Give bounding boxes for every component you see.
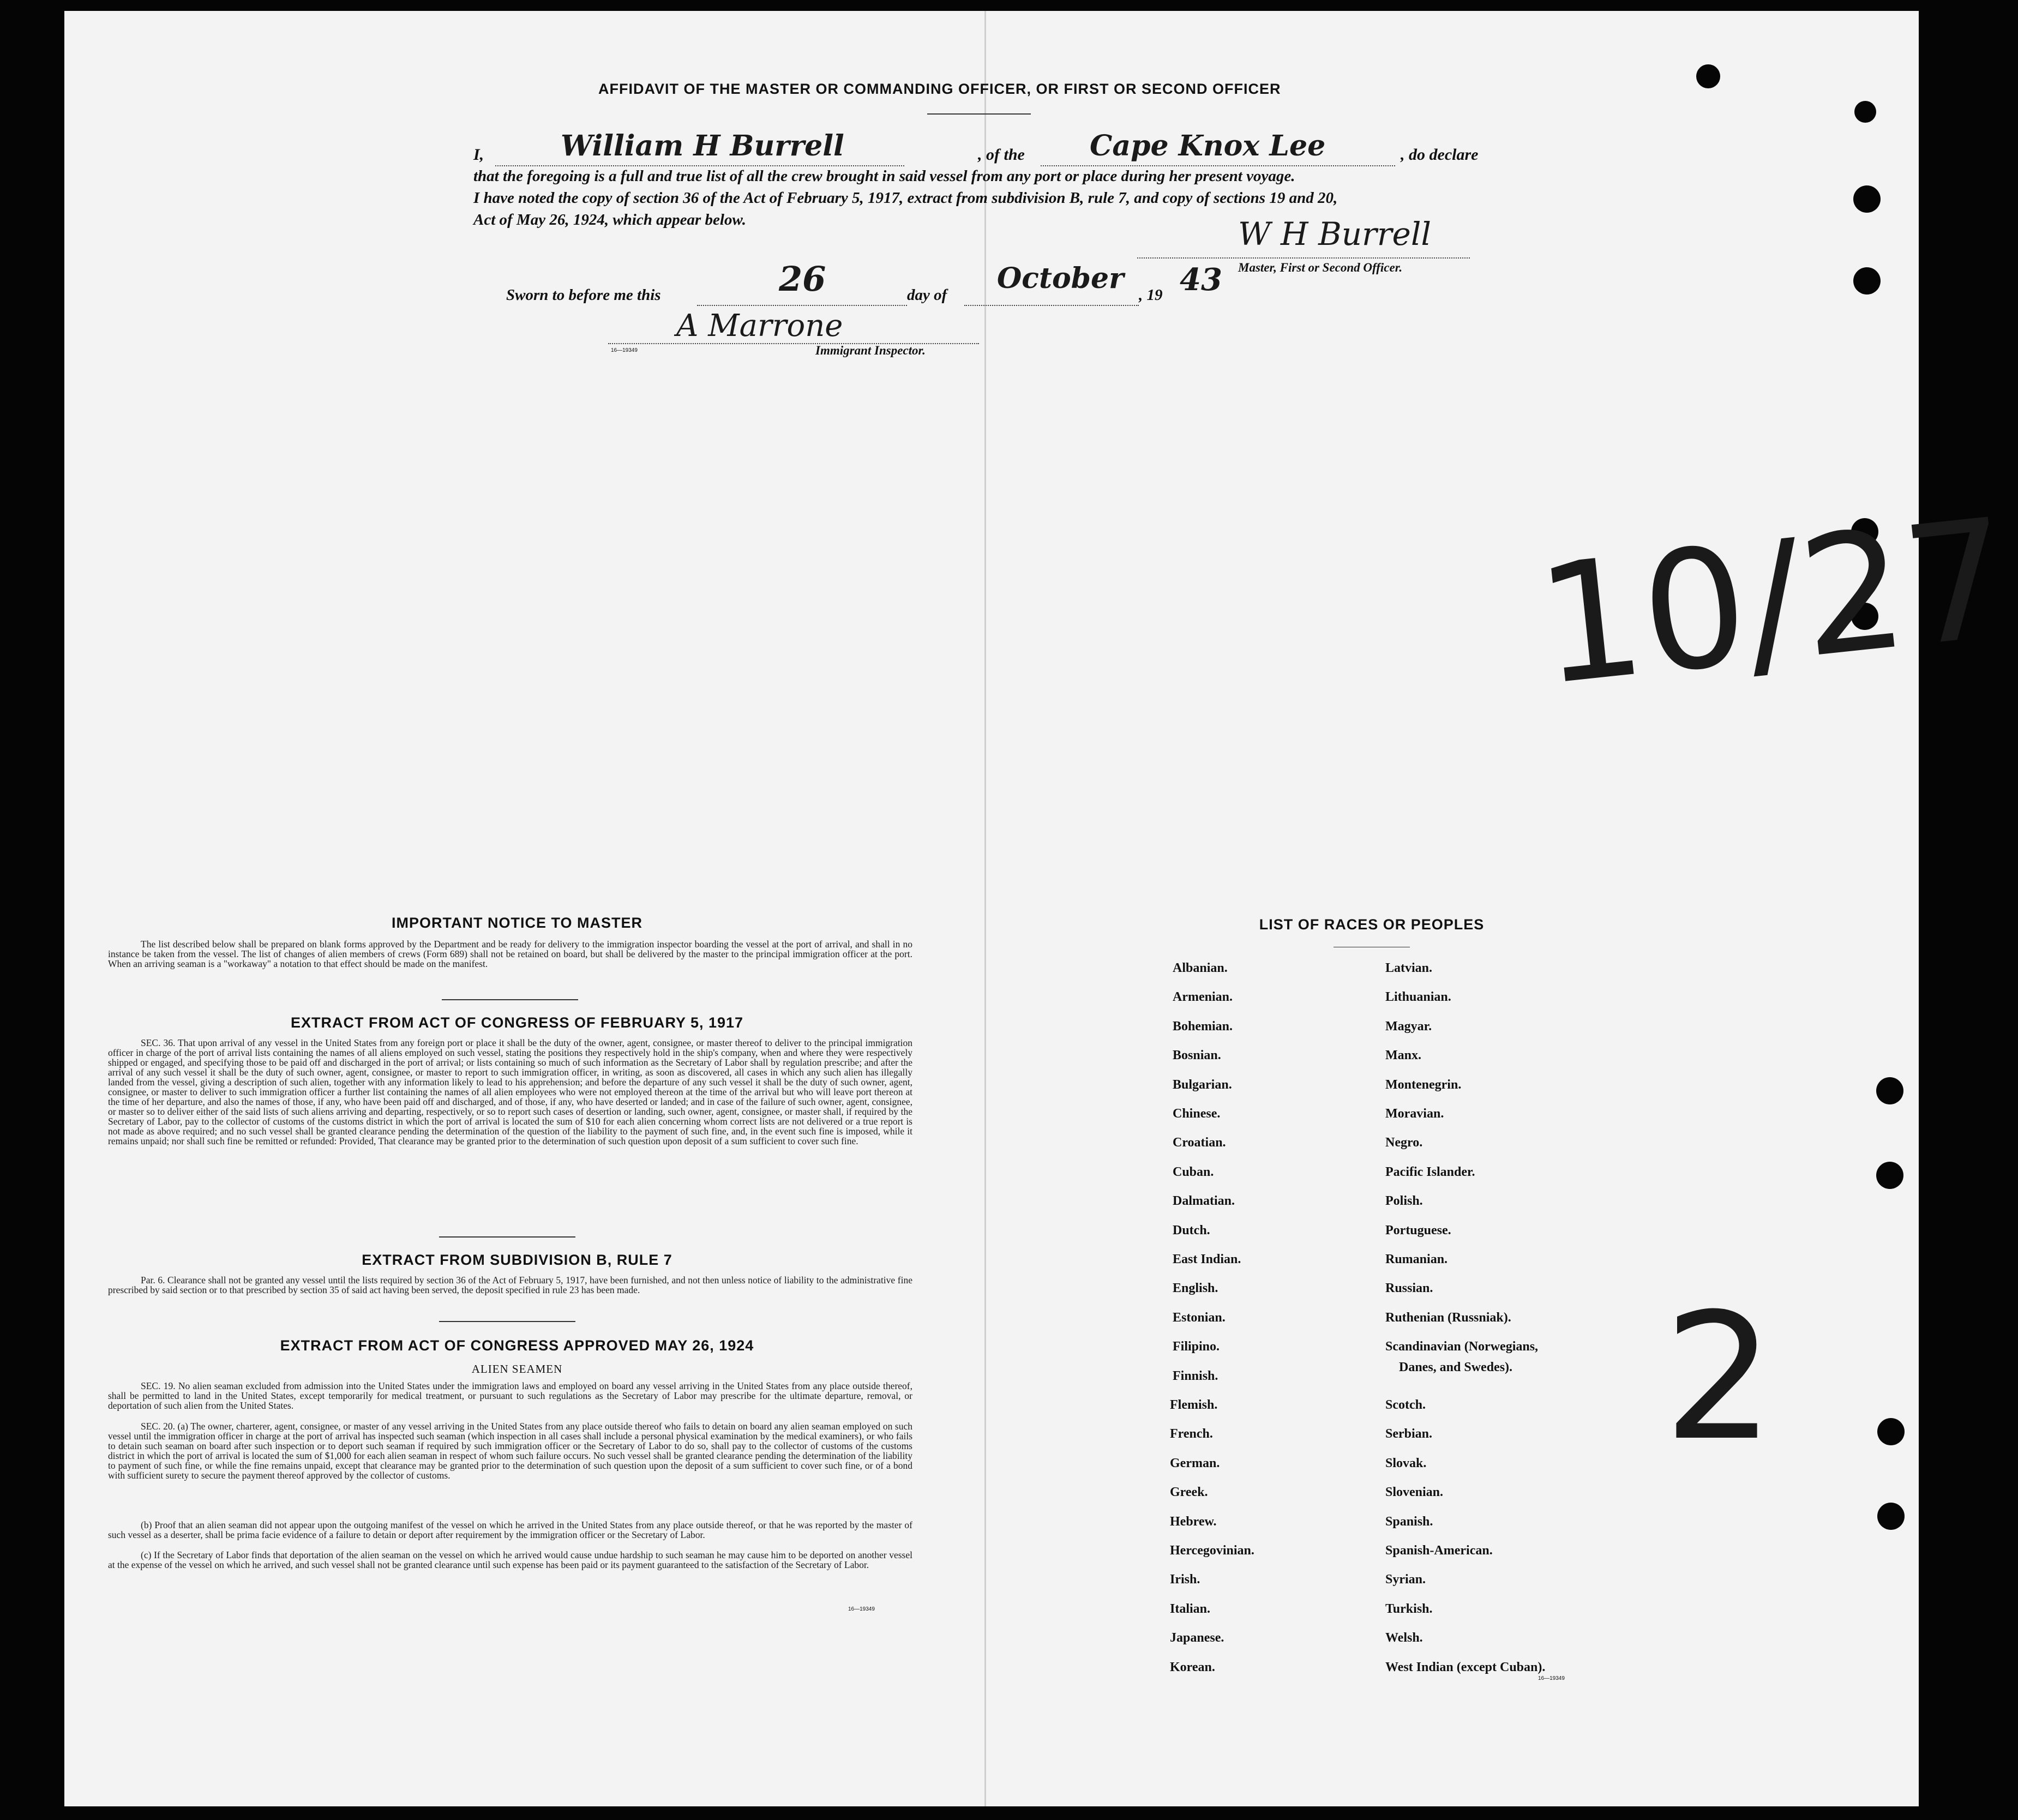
race-item: German. xyxy=(1170,1456,1220,1470)
affidavit-line3: I have noted the copy of section 36 of the Act of February 5, 1917, extract from subdivision B, rule 7, and copy of sections 19 and 20, xyxy=(473,189,1338,207)
extract-1924-sec20a: SEC. 20. (a) The owner, charterer, agent, consignee, or master of any vessel arriving in the United States from any place outside thereof who fails to detain on board any alien seaman employed on such vessel until the immigration officer in charge at the port of arrival has inspected such seaman (which inspection in all cases shall include a personal physical examination by the medical examiners), or who fails to detain such seaman on board after such inspection or to deport such seaman if required by such immigration officer or the Secretary of Labor to do so, shall pay to the collector of customs of the customs district in which the port of arrival is located the sum of $1,000 for each alien seaman in respect of whom such failure occurs. No such vessel shall be granted clearance pending the determination of the liability to payment of such fine, or while the fine remains unpaid, except that clearance may be granted prior to the determination of such question upon the deposit of a sum sufficient to cover such fine, or of a bond with sufficient surety to secure the payment thereof approved by the collector of customs. xyxy=(108,1421,912,1481)
race-item: Pacific Islander. xyxy=(1385,1164,1475,1179)
race-item: Hercegovinian. xyxy=(1170,1543,1254,1558)
extract-1924-sec20c: (c) If the Secretary of Labor finds that deportation of the alien seaman on the vessel on which he arrived would cause undue hardship to such seaman he may cause him to be deported on another vessel at the expense of the vessel on which he arrived, and such vessel shall not be granted clearance until such expense has been paid or its payment guaranteed to the satisfaction of the Secretary of Labor. xyxy=(108,1549,912,1570)
race-item: Welsh. xyxy=(1385,1631,1423,1645)
date-annotation: 10/27 xyxy=(1529,483,2018,722)
race-item: Serbian. xyxy=(1385,1427,1433,1441)
race-item: French. xyxy=(1170,1427,1213,1441)
race-item: Moravian. xyxy=(1385,1107,1444,1121)
master-name: William H Burrell xyxy=(561,129,844,163)
race-item: Bulgarian. xyxy=(1173,1077,1232,1092)
race-item: Italian. xyxy=(1170,1601,1211,1616)
race-item: Syrian. xyxy=(1385,1572,1426,1587)
punch-hole xyxy=(1853,267,1881,295)
extract-1917-body: SEC. 36. That upon arrival of any vessel in the United States from any foreign port or place it shall be the duty of the owner, agent, consignee, or master thereof to deliver to the principal immigration officer in charge of the port of arrival lists containing the names of all aliens employed on such vessel, stating the positions they respectively hold in the ship's company, when and where they were respectively shipped or engaged, and specifying those to be paid off and discharged in the port of arrival; or lists containing so much of such information as the Secretary of Labor shall by regulation prescribe; and after the arrival of any such vessel it shall be the duty of such owner, agent, consignee, or master to report to such immigration officer, in writing, as soon as discovered, all cases in which any such alien has illegally landed from the vessel, giving a description of such alien, together with any information likely to lead to his apprehension; and before the departure of any such vessel it shall be the duty of such owner, agent, consignee, or master to deliver to such immigration officer a further list containing the names of all alien employees who were not employed thereon at the time of the arrival but who will leave port thereon at the time of her departure, and also the names of those, if any, who have been paid off and discharged, and of those, if any, who have deserted or landed; and in case of the failure of such owner, agent, consignee, or master so to deliver either of the said lists of such aliens arriving and departing, respectively, or so to report such cases of desertion or landing, such owner, agent, consignee, or master shall, if required by the Secretary of Labor, pay to the collector of customs of the customs district in which the port of arrival is located the sum of $10 for each alien concerning whom correct lists are not delivered or a true report is not made as above required; and no such vessel shall be granted clearance pending the determination of the question of the liability to the payment of such fine, and, in the event such fine is imposed, while it remains unpaid; nor shall such fine be remitted or refunded: Provided, That clearance may be granted prior to the determination of such question upon deposit of a sum sufficient to cover such fine. xyxy=(108,1037,912,1146)
extract-rule7-title: EXTRACT FROM SUBDIVISION B, RULE 7 xyxy=(362,1252,672,1268)
extract-rule7-body: Par. 6. Clearance shall not be granted any vessel until the lists required by section 36 of the Act of February 5, 1917, have been furnished, and not then unless notice of liability to the administrative fine prescribed by said section or to that prescribed by section 35 of said act having been served, the deposit specified in rule 23 has been made. xyxy=(108,1275,912,1295)
inspector-signature: A Marrone xyxy=(676,308,843,344)
race-item: East Indian. xyxy=(1173,1252,1241,1266)
race-item: Dalmatian. xyxy=(1173,1194,1235,1209)
race-item: Korean. xyxy=(1170,1660,1215,1674)
race-item: Finnish. xyxy=(1173,1368,1218,1383)
race-item: Bohemian. xyxy=(1173,1019,1233,1034)
punch-hole xyxy=(1853,185,1881,213)
punch-hole xyxy=(1876,1077,1903,1104)
extract-1924-sec20b: (b) Proof that an alien seaman did not appear upon the outgoing manifest of the vessel on which he arrived in the United States from any place outside thereof, or that he was reported by the master of such vessel as a deserter, shall be prima facie evidence of a failure to detain or deport after requirement by the immigration officer or the Secretary of Labor. xyxy=(108,1519,912,1540)
race-item: Irish. xyxy=(1170,1572,1200,1587)
race-item: Russian. xyxy=(1385,1281,1433,1296)
year-suffix: 43 xyxy=(1180,262,1222,298)
sworn-day-field xyxy=(697,303,907,306)
race-item: Ruthenian (Russniak). xyxy=(1385,1310,1511,1325)
race-item: Scotch. xyxy=(1385,1398,1426,1412)
word-i: I, xyxy=(473,146,484,164)
extract-rule7-divider xyxy=(439,1321,575,1322)
race-item: Slovak. xyxy=(1385,1456,1427,1470)
sworn-month-field xyxy=(964,303,1139,306)
signature-caption: Master, First or Second Officer. xyxy=(1238,261,1403,274)
race-item: West Indian (except Cuban). xyxy=(1385,1660,1546,1674)
race-item: Bosnian. xyxy=(1173,1048,1221,1063)
race-item: Croatian. xyxy=(1173,1136,1226,1150)
race-item: Spanish. xyxy=(1385,1514,1433,1529)
race-item: Cuban. xyxy=(1173,1164,1214,1179)
signature-line xyxy=(1137,255,1470,259)
notice-body: The list described below shall be prepared on blank forms approved by the Department and be ready for delivery to the immigration inspector boarding the vessel at the port of arrival, and shall in no instance be taken from the vessel. The list of changes of alien members of crews (Form 689) shall not be retained on board, but shall be delivered by the master to the principal immigration officer at the port. When an arriving seaman is a "workaway" a notation to that effect should be made on the manifest. xyxy=(108,939,912,969)
affidavit-title: AFFIDAVIT OF THE MASTER OR COMMANDING OFFICER, OR FIRST OR SECOND OFFICER xyxy=(598,81,1281,97)
affidavit-line1 xyxy=(473,129,1493,172)
extract-1924-subtitle: ALIEN SEAMEN xyxy=(471,1362,563,1375)
notice-divider xyxy=(442,999,578,1000)
race-item: Estonian. xyxy=(1173,1310,1226,1325)
race-item: Armenian. xyxy=(1173,990,1233,1005)
master-signature: W H Burrell xyxy=(1238,215,1431,253)
inspector-caption: Immigrant Inspector. xyxy=(815,344,926,357)
race-item: Polish. xyxy=(1385,1194,1423,1209)
sworn-month: October xyxy=(997,262,1124,295)
punch-hole xyxy=(1696,64,1720,88)
race-item: Turkish. xyxy=(1385,1601,1433,1616)
day-of-label: day of xyxy=(907,286,947,304)
year-prefix: , 19 xyxy=(1139,286,1163,304)
race-item: Lithuanian. xyxy=(1385,990,1451,1005)
races-title: LIST OF RACES OR PEOPLES xyxy=(1259,916,1485,933)
page-number-annotation: 2 xyxy=(1663,1276,1775,1479)
affidavit-form-number: 16—19349 xyxy=(611,347,638,353)
word-of-the: , of the xyxy=(978,146,1025,164)
race-item: Filipino. xyxy=(1173,1340,1220,1354)
sworn-day: 26 xyxy=(779,259,826,299)
punch-hole xyxy=(1877,1503,1905,1530)
sworn-label: Sworn to before me this xyxy=(506,286,661,304)
race-item: Slovenian. xyxy=(1385,1485,1444,1500)
race-item: Flemish. xyxy=(1170,1398,1218,1412)
race-item: Manx. xyxy=(1385,1048,1421,1063)
race-item: Rumanian. xyxy=(1385,1252,1448,1266)
race-item: Portuguese. xyxy=(1385,1223,1451,1238)
punch-hole xyxy=(1876,1162,1903,1189)
race-item: Scandinavian (Norwegians, xyxy=(1385,1340,1539,1354)
race-item: Latvian. xyxy=(1385,961,1433,975)
affidavit-line4: Act of May 26, 1924, which appear below. xyxy=(473,211,746,229)
race-item: Spanish-American. xyxy=(1385,1543,1493,1558)
punch-hole xyxy=(1854,101,1876,123)
races-form-number: 16—19349 xyxy=(1538,1675,1565,1681)
word-do-declare: , do declare xyxy=(1401,146,1479,164)
title-divider xyxy=(927,113,1031,115)
race-item: Chinese. xyxy=(1173,1107,1221,1121)
race-item: Negro. xyxy=(1385,1136,1423,1150)
extract-form-number: 16—19349 xyxy=(848,1606,875,1612)
race-item: Greek. xyxy=(1170,1485,1208,1500)
race-item: English. xyxy=(1173,1281,1218,1296)
race-item: Japanese. xyxy=(1170,1631,1224,1645)
race-item: Hebrew. xyxy=(1170,1514,1217,1529)
notice-title: IMPORTANT NOTICE TO MASTER xyxy=(392,915,642,931)
affidavit-line2: that the foregoing is a full and true list of all the crew brought in said vessel from any port or place during her present voyage. xyxy=(473,167,1295,185)
race-scandinavian-continued: Danes, and Swedes). xyxy=(1399,1360,1513,1374)
extract-1917-title: EXTRACT FROM ACT OF CONGRESS OF FEBRUARY 5, 1917 xyxy=(290,1014,744,1031)
vessel-name: Cape Knox Lee xyxy=(1090,129,1326,163)
extract-1924-sec19: SEC. 19. No alien seaman excluded from admission into the United States under the immigration laws and employed on board any vessel arriving in the United States from any place outside thereof, shall be permitted to land in the United States, except temporarily for medical treatment, or pursuant to such regulations as the Secretary of Labor may prescribe for the ultimate departure, removal, or deportation of such alien from the United States. xyxy=(108,1380,912,1411)
race-item: Dutch. xyxy=(1173,1223,1210,1238)
punch-hole xyxy=(1877,1418,1905,1445)
extract-1917-divider xyxy=(439,1236,575,1238)
extract-1924-title: EXTRACT FROM ACT OF CONGRESS APPROVED MAY 26, 1924 xyxy=(280,1337,754,1354)
race-item: Montenegrin. xyxy=(1385,1077,1462,1092)
race-item: Albanian. xyxy=(1173,961,1228,975)
race-item: Magyar. xyxy=(1385,1019,1432,1034)
